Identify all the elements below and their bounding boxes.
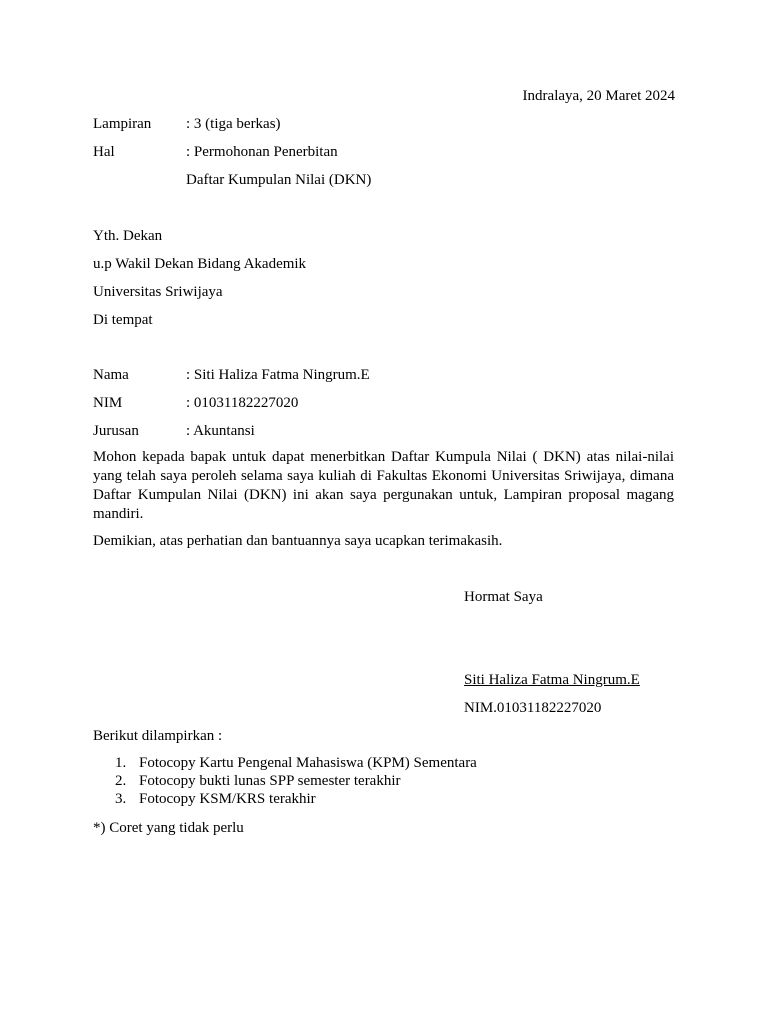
list-item	[93, 754, 477, 772]
recipient-line: Yth. Dekan	[93, 228, 163, 244]
signature-name: Siti Haliza Fatma Ningrum.E	[464, 672, 640, 688]
place-date: Indralaya, 20 Maret 2024	[522, 88, 675, 104]
list-item-text: Fotocopy Kartu Pengenal Mahasiswa (KPM) Sementara	[139, 755, 477, 771]
attachments-heading: Berikut dilampirkan :	[93, 728, 223, 744]
nim-label: NIM	[93, 395, 123, 411]
list-number: 1.	[115, 755, 127, 771]
attachments-list	[93, 754, 477, 808]
recipient-line: u.p Wakil Dekan Bidang Akademik	[93, 256, 307, 272]
nim-value: : 01031182227020	[186, 395, 299, 411]
list-item-text: Fotocopy bukti lunas SPP semester terakhir	[139, 773, 401, 789]
signature-nim: NIM.01031182227020	[464, 700, 602, 716]
request-paragraph: Mohon kepada bapak untuk dapat menerbitkan Daftar Kumpula Nilai ( DKN) atas nilai-nilai yang telah saya peroleh selama saya kuliah di Fakultas Ekonomi Universitas Sriwijaya, dimana Daftar Kumpulan Nilai (DKN) ini akan saya pergunakan untuk, Lampiran proposal magang mandiri.	[93, 449, 674, 522]
jurusan-value: : Akuntansi	[186, 423, 255, 439]
list-item	[93, 790, 477, 808]
closing-paragraph: Demikian, atas perhatian dan bantuannya saya ucapkan terimakasih.	[93, 533, 503, 549]
list-number: 2.	[115, 773, 127, 789]
list-item-text: Fotocopy KSM/KRS terakhir	[139, 791, 316, 807]
hal-label: Hal	[93, 144, 115, 160]
nama-label: Nama	[93, 367, 129, 383]
lampiran-value: : 3 (tiga berkas)	[186, 116, 281, 132]
recipient-line: Universitas Sriwijaya	[93, 284, 223, 300]
list-item	[93, 772, 477, 790]
jurusan-label: Jurusan	[93, 423, 139, 439]
footnote: *) Coret yang tidak perlu	[93, 820, 244, 836]
nama-value: : Siti Haliza Fatma Ningrum.E	[186, 367, 370, 383]
hal-continuation: Daftar Kumpulan Nilai (DKN)	[186, 172, 372, 188]
signature-greeting: Hormat Saya	[464, 589, 543, 605]
list-number: 3.	[115, 791, 127, 807]
recipient-line: Di tempat	[93, 312, 153, 328]
lampiran-label: Lampiran	[93, 116, 152, 132]
hal-value: : Permohonan Penerbitan	[186, 144, 338, 160]
